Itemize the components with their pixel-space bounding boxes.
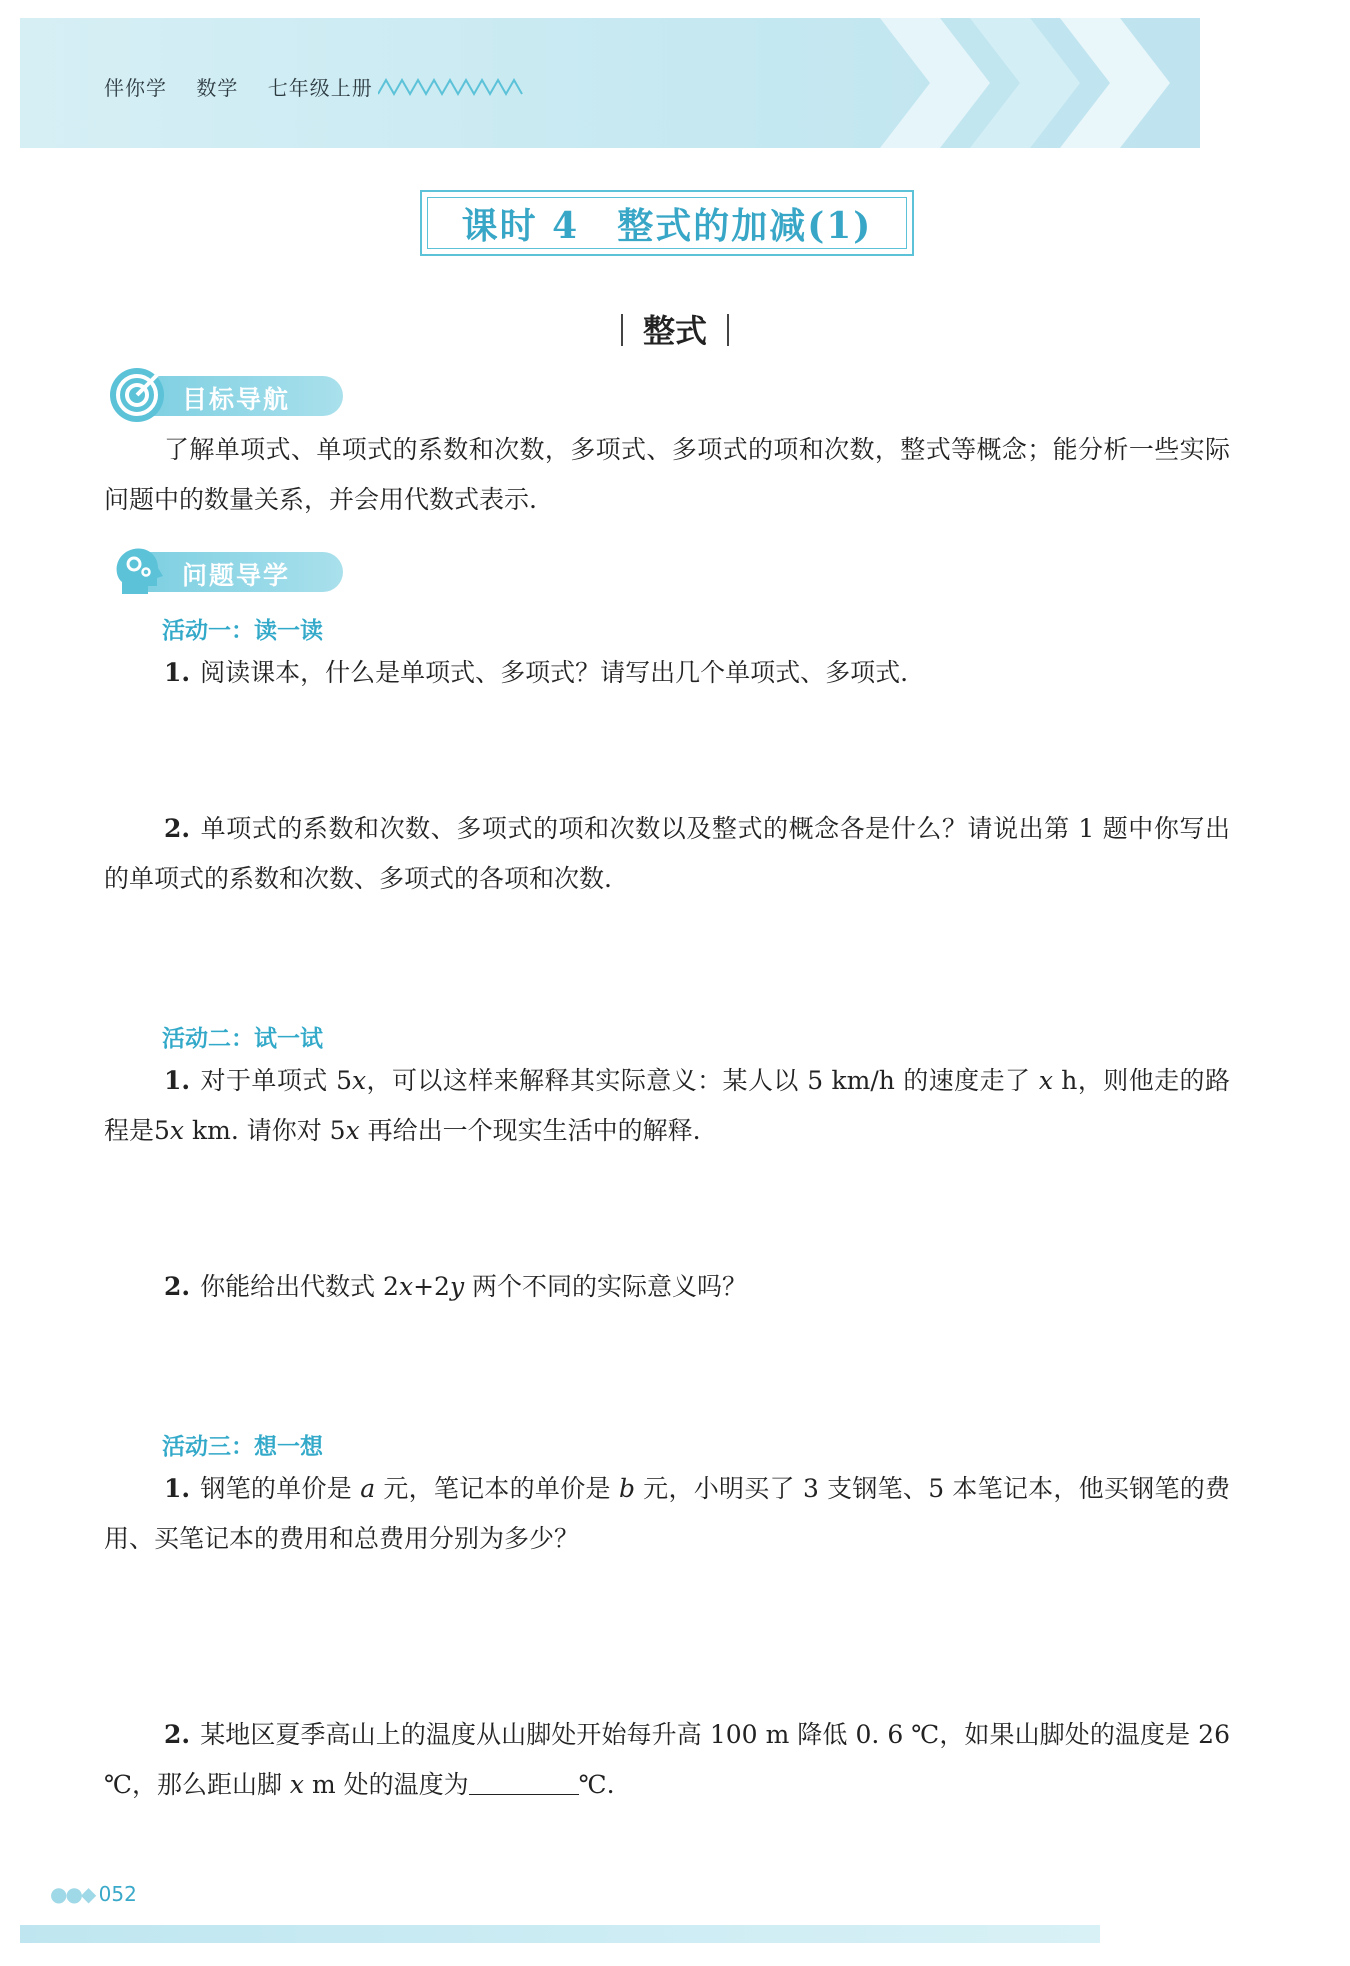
lesson-title: 课时 4 整式的加减(1) [427, 197, 907, 249]
answer-blank[interactable] [469, 1770, 579, 1795]
header-text [104, 72, 395, 101]
guide-label: 问题导学 [182, 561, 291, 590]
head-gear-icon [108, 542, 166, 600]
header-series: 伴你学 [104, 76, 167, 100]
subtitle [0, 306, 1350, 352]
activity1-q2: 2. 单项式的系数和次数、多项式的项和次数以及整式的概念各是什么？请说出第 1 题中你写出的单项式的系数和次数、多项式的各项和次数. [104, 814, 1230, 893]
activity3-q2: 2. 某地区夏季高山上的温度从山脚处开始每升高 100 m 降低 0. 6 ℃，如果山脚处的温度是 26 ℃，那么距山脚 x m 处的温度为 ℃. [104, 1720, 1230, 1799]
target-icon [108, 366, 166, 424]
header-grade: 七年级上册 [267, 76, 373, 100]
activity1-q1: 1. 阅读课本，什么是单项式、多项式？请写出几个单项式、多项式. [164, 658, 909, 687]
goal-text: 了解单项式、单项式的系数和次数，多项式、多项式的项和次数，整式等概念；能分析一些实际问题中的数量关系，并会用代数式表示. [104, 435, 1230, 514]
subtitle-bar-left [621, 314, 623, 346]
activity2-q2: 2. 你能给出代数式 2x+2y 两个不同的实际意义吗？ [164, 1272, 748, 1301]
chevron-decoration-icon [880, 18, 1240, 148]
footer-band [20, 1925, 1100, 1943]
subtitle-text: 整式 [642, 312, 707, 350]
page-number: ●●◆ 052 [50, 1882, 137, 1906]
arrows-icon: ●●◆ [50, 1882, 99, 1906]
activity2-q1: 1. 对于单项式 5x，可以这样来解释其实际意义：某人以 5 km/h 的速度走了 x h，则他走的路程是5x km. 请你对 5x 再给出一个现实生活中的解释. [104, 1066, 1230, 1145]
header-subject: 数学 [196, 76, 239, 100]
activity3-q1: 1. 钢笔的单价是 a 元，笔记本的单价是 b 元，小明买了 3 支钢笔、5 本笔记本，他买钢笔的费用、买笔记本的费用和总费用分别为多少？ [104, 1474, 1230, 1553]
goal-label: 目标导航 [182, 385, 291, 414]
guide-section-tag [108, 542, 348, 598]
activity3-title: 活动三：想一想 [162, 1434, 323, 1460]
activity1-title: 活动一：读一读 [162, 618, 323, 644]
subtitle-bar-right [727, 314, 729, 346]
activity2-title: 活动二：试一试 [162, 1026, 323, 1052]
zigzag-decoration-icon [378, 78, 528, 96]
lesson-title-box [420, 190, 914, 256]
goal-section-tag [108, 366, 348, 422]
